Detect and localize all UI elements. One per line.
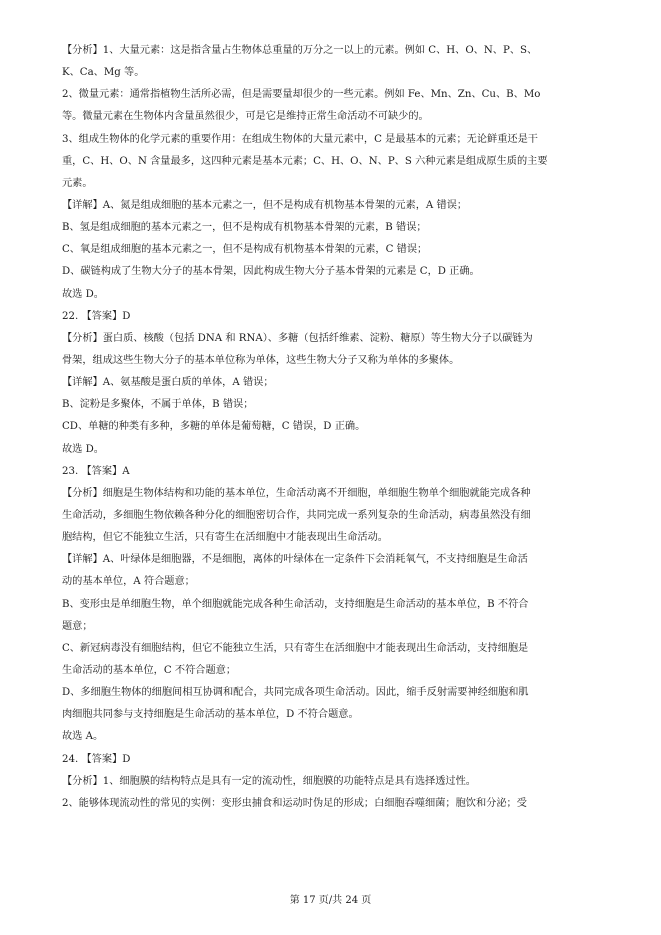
text-line: D、多细胞生物体的细胞间相互协调和配合，共同完成各项生命活动。因此，缩手反射需要神经细胞和肌 [62, 687, 529, 699]
text-line: 【分析】1、细胞膜的结构特点是具有一定的流动性，细胞膜的功能特点是具有选择透过性。 [62, 775, 476, 787]
text-line: 故选 D。 [62, 443, 104, 455]
answer-heading-24: 24. 【答案】D [62, 753, 131, 765]
answer-heading-22: 22. 【答案】D [62, 310, 131, 322]
text-line: 【分析】1、大量元素：这是指含量占生物体总重量的万分之一以上的元素。例如 C、H、O、N、P、S、 [62, 45, 538, 56]
text-line: 生命活动的基本单位，C 不符合题意； [62, 664, 237, 676]
text-line: 【分析】蛋白质、核酸（包括 DNA 和 RNA）、多糖（包括纤维素、淀粉、糖原）等生物大分子以碳链为 [62, 332, 533, 344]
document-body [62, 40, 602, 815]
text-line: 元素。 [62, 177, 93, 189]
text-line: D、碳链构成了生物大分子的基本骨架，因此构成生物大分子基本骨架的元素是 C，D 正确。 [62, 266, 480, 278]
text-line: 生命活动，多细胞生物依赖各种分化的细胞密切合作，共同完成一系列复杂的生命活动，病毒虽然没有细 [62, 509, 531, 521]
text-line: 【详解】A、叶绿体是细胞器，不是细胞，离体的叶绿体在一定条件下会消耗氧气，不支持细胞是生命活 [62, 554, 528, 566]
text-line: 【详解】A、氮是组成细胞的基本元素之一，但不是构成有机物基本骨架的元素，A 错误； [62, 199, 468, 211]
text-line: 骨架，组成这些生物大分子的基本单位称为单体，这些生物大分子又称为单体的多聚体。 [62, 354, 460, 366]
text-line: 2、能够体现流动性的常见的实例：变形虫捕食和运动时伪足的形成；白细胞吞噬细菌；胞饮和分泌；受 [62, 797, 527, 809]
text-line: CD、单糖的种类有多种，多糖的单体是葡萄糖，C 错误，D 正确。 [62, 421, 366, 433]
text-line: B、变形虫是单细胞生物，单个细胞就能完成各种生命活动，支持细胞是生命活动的基本单位，B 不符合 [62, 598, 529, 610]
text-line: 故选 D。 [62, 288, 104, 300]
text-line: 【详解】A、氨基酸是蛋白质的单体，A 错误； [62, 377, 274, 389]
text-line: 3、组成生物体的化学元素的重要作用：在组成生物体的大量元素中，C 是最基本的元素；无论鲜重还是干 [62, 133, 538, 145]
text-line: C、新冠病毒没有细胞结构，但它不能独立生活，只有寄生在活细胞中才能表现出生命活动，支持细胞是 [62, 642, 529, 654]
text-line: B、淀粉是多聚体，不属于单体，B 错误； [62, 399, 254, 411]
text-line: B、氢是组成细胞的基本元素之一，但不是构成有机物基本骨架的元素，B 错误； [62, 222, 427, 234]
text-line: 题意； [62, 620, 93, 632]
text-line: C、氧是组成细胞的基本元素之一，但不是构成有机物基本骨架的元素，C 错误； [62, 244, 428, 256]
text-line: 肉细胞共同参与支持细胞是生命活动的基本单位，D 不符合题意。 [62, 709, 359, 721]
page-number: 第 17 页/共 24 页 [289, 895, 372, 906]
text-line: 动的基本单位，A 符合题意； [62, 576, 195, 588]
answer-heading-23: 23. 【答案】A [62, 465, 130, 477]
text-line: 【分析】细胞是生物体结构和功能的基本单位，生命活动离不开细胞，单细胞生物单个细胞就能完成各种 [62, 487, 531, 499]
text-line: 等。微量元素在生物体内含量虽然很少，可是它是维持正常生命活动不可缺少的。 [62, 111, 429, 123]
text-line: 重，C、H、O、N 含量最多，这四种元素是基本元素；C、H、O、N、P、S 六种元素是组成原生质的主要 [62, 155, 548, 167]
text-line: 胞结构，但它不能独立生活，只有寄生在活细胞中才能表现出生命活动。 [62, 532, 388, 544]
text-line: K、Ca、Mg 等。 [62, 67, 145, 79]
text-line: 故选 A。 [62, 731, 104, 743]
text-line: 2、微量元素：通常指植物生活所必需，但是需要量却很少的一些元素。例如 Fe、Mn、Zn、Cu、B、Mo [62, 89, 541, 101]
